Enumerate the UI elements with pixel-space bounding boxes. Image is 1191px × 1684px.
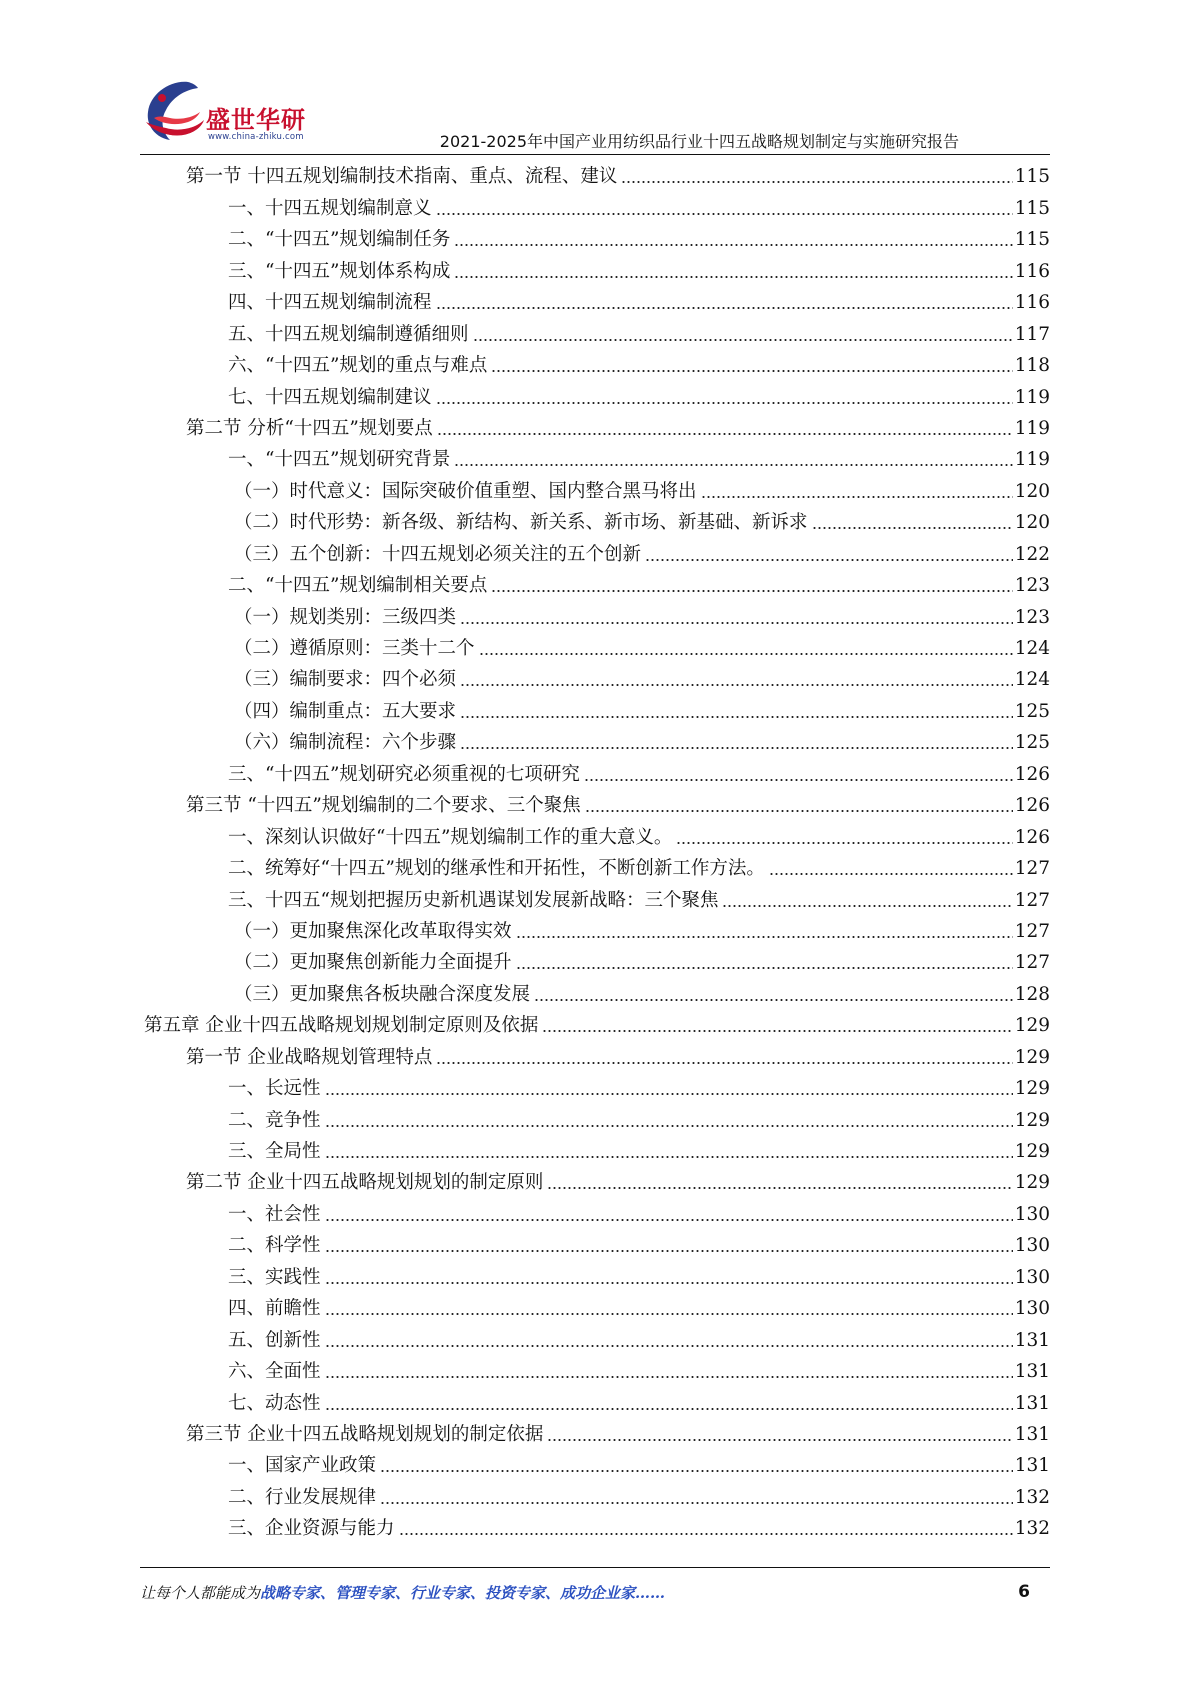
toc-entry-label: 一、社会性: [228, 1203, 321, 1225]
toc-entry-label: 五、十四五规划编制遵循细则: [228, 323, 469, 345]
toc-entry-page: 119: [1014, 417, 1050, 439]
toc-entry-label: 七、十四五规划编制建议: [228, 386, 432, 408]
toc-entry[interactable]: [140, 1195, 1050, 1226]
toc-dot-leader: [436, 294, 1013, 310]
toc-dot-leader: [473, 326, 1013, 342]
toc-entry-page: 129: [1014, 1046, 1050, 1068]
toc-entry-page: 115: [1014, 166, 1050, 188]
toc-entry[interactable]: [140, 535, 1050, 566]
toc-entry-page: 125: [1014, 732, 1050, 754]
toc-entry[interactable]: [140, 913, 1050, 944]
header-divider: [140, 154, 1050, 155]
toc-dot-leader: [491, 577, 1012, 593]
toc-entry[interactable]: [140, 1101, 1050, 1132]
toc-entry-page: 116: [1014, 260, 1050, 282]
toc-dot-leader: [534, 986, 1013, 1002]
toc-dot-leader: [701, 483, 1013, 499]
toc-dot-leader: [516, 954, 1013, 970]
toc-dot-leader: [325, 1206, 1013, 1222]
toc-entry-label: 二、竞争性: [228, 1109, 321, 1131]
toc-entry-label: 六、“十四五”规划的重点与难点: [228, 355, 488, 377]
toc-entry-label: 三、全局性: [228, 1141, 321, 1162]
toc-dot-leader: [436, 200, 1013, 216]
toc-entry-label: 二、科学性: [228, 1235, 321, 1257]
toc-entry[interactable]: [140, 881, 1050, 912]
toc-entry-label: 二、“十四五”规划编制相关要点: [228, 575, 488, 597]
toc-entry-label: 七、动态性: [228, 1392, 321, 1414]
toc-entry-page: 130: [1014, 1235, 1050, 1257]
toc-entry-label: （四）编制重点：五大要求: [234, 700, 457, 722]
toc-entry-page: 130: [1014, 1298, 1050, 1320]
toc-entry[interactable]: [140, 1447, 1050, 1478]
toc-entry[interactable]: [140, 221, 1050, 252]
toc-entry-label: （三）编制要求：四个必须: [234, 669, 457, 691]
toc-entry-page: 129: [1014, 1015, 1050, 1037]
toc-entry[interactable]: [140, 661, 1050, 692]
toc-entry-page: 115: [1014, 229, 1050, 251]
toc-entry[interactable]: [140, 1384, 1050, 1415]
toc-dot-leader: [325, 1300, 1013, 1316]
toc-entry-page: 123: [1014, 606, 1050, 628]
toc-entry[interactable]: [140, 598, 1050, 629]
footer-slogan-prefix: 让每个人都能成为: [140, 1584, 261, 1602]
toc-entry[interactable]: [140, 724, 1050, 755]
toc-entry[interactable]: [140, 252, 1050, 283]
toc-dot-leader: [479, 640, 1013, 656]
toc-entry-label: 一、深刻认识做好“十四五”规划编制工作的重大意义。: [228, 826, 673, 848]
toc-entry-label: 第三节 企业十四五战略规划规划的制定依据: [186, 1423, 544, 1445]
toc-entry-page: 124: [1014, 638, 1050, 659]
toc-dot-leader: [769, 860, 1013, 876]
toc-entry[interactable]: [140, 1133, 1050, 1164]
toc-entry-page: 123: [1014, 575, 1050, 597]
footer-slogan-highlight: 战略专家、管理专家、行业专家、投资专家、成功企业家……: [260, 1584, 666, 1602]
toc-dot-leader: [516, 923, 1013, 939]
toc-entry-page: 127: [1014, 920, 1050, 942]
toc-entry-page: 120: [1014, 480, 1050, 502]
toc-dot-leader: [325, 1332, 1013, 1348]
toc-entry-label: 三、“十四五”规划研究必须重视的七项研究: [228, 763, 580, 785]
toc-entry-label: 二、统筹好“十四五”规划的继承性和开拓性，不断创新工作方法。: [228, 858, 765, 880]
toc-entry[interactable]: [140, 158, 1050, 189]
toc-entry[interactable]: [140, 315, 1050, 346]
toc-dot-leader: [436, 389, 1013, 405]
toc-entry-label: 第二节 企业十四五战略规划规划的制定原则: [186, 1172, 544, 1194]
toc-entry[interactable]: [140, 1164, 1050, 1195]
toc-entry[interactable]: [140, 378, 1050, 409]
toc-dot-leader: [547, 1426, 1012, 1442]
toc-entry-label: （二）时代形势：新各级、新结构、新关系、新市场、新基础、新诉求: [234, 512, 808, 534]
toc-dot-leader: [325, 1112, 1013, 1128]
toc-entry-label: 第五章 企业十四五战略规划规划制定原则及依据: [144, 1015, 539, 1037]
toc-entry-page: 131: [1014, 1423, 1050, 1445]
company-logo: [140, 78, 315, 148]
toc-entry[interactable]: [140, 1258, 1050, 1289]
toc-entry[interactable]: [140, 850, 1050, 881]
toc-entry-page: 117: [1014, 323, 1050, 345]
toc-entry-page: 132: [1014, 1518, 1050, 1540]
toc-dot-leader: [722, 892, 1012, 908]
toc-entry-label: （六）编制流程：六个步骤: [234, 732, 457, 754]
toc-entry-page: 131: [1014, 1361, 1050, 1383]
toc-entry-label: 四、前瞻性: [228, 1298, 321, 1320]
toc-entry[interactable]: [140, 347, 1050, 378]
toc-dot-leader: [460, 609, 1013, 625]
toc-entry[interactable]: [140, 472, 1050, 503]
toc-dot-leader: [812, 514, 1013, 530]
footer-divider: [140, 1567, 1050, 1568]
toc-entry[interactable]: [140, 1321, 1050, 1352]
toc-dot-leader: [325, 1237, 1013, 1253]
toc-entry-page: 120: [1014, 512, 1050, 534]
page-header: [0, 0, 1191, 160]
toc-entry-label: 第三节 “十四五”规划编制的二个要求、三个聚焦: [186, 795, 581, 817]
toc-entry-label: 三、“十四五”规划体系构成: [228, 260, 451, 282]
toc-dot-leader: [325, 1269, 1013, 1285]
toc-entry[interactable]: [140, 1070, 1050, 1101]
toc-dot-leader: [542, 1017, 1012, 1033]
toc-entry-label: 第二节 分析“十四五”规划要点: [186, 417, 433, 439]
toc-entry-label: 三、企业资源与能力: [228, 1518, 395, 1540]
logo-text: 盛世华研: [206, 106, 306, 134]
toc-entry[interactable]: [140, 189, 1050, 220]
toc-entry-label: 五、创新性: [228, 1329, 321, 1351]
toc-entry-page: 119: [1014, 449, 1050, 471]
toc-entry-label: （二）遵循原则：三类十二个: [234, 638, 475, 659]
toc-entry[interactable]: [140, 787, 1050, 818]
toc-entry-label: 四、十四五规划编制流程: [228, 292, 432, 314]
toc-dot-leader: [547, 1174, 1012, 1190]
toc-entry-page: 130: [1014, 1266, 1050, 1288]
toc-dot-leader: [325, 1363, 1013, 1379]
toc-dot-leader: [325, 1143, 1013, 1159]
toc-dot-leader: [437, 420, 1013, 436]
toc-dot-leader: [460, 734, 1013, 750]
toc-dot-leader: [621, 168, 1012, 184]
toc-dot-leader: [380, 1489, 1013, 1505]
toc-entry[interactable]: [140, 1353, 1050, 1384]
toc-entry-page: 119: [1014, 386, 1050, 408]
toc-entry[interactable]: [140, 1290, 1050, 1321]
table-of-contents: [140, 158, 1050, 1541]
toc-entry-page: 130: [1014, 1203, 1050, 1225]
report-title: 2021-2025年中国产业用纺织品行业十四五战略规划制定与实施研究报告: [439, 132, 959, 151]
toc-entry-label: 一、国家产业政策: [228, 1455, 377, 1477]
toc-dot-leader: [454, 231, 1012, 247]
toc-entry-page: 125: [1014, 700, 1050, 722]
toc-dot-leader: [399, 1520, 1013, 1536]
toc-entry-page: 129: [1014, 1141, 1050, 1162]
toc-entry-page: 115: [1014, 197, 1050, 219]
toc-entry[interactable]: [140, 1227, 1050, 1258]
toc-entry[interactable]: [140, 818, 1050, 849]
toc-entry[interactable]: [140, 755, 1050, 786]
toc-entry[interactable]: [140, 504, 1050, 535]
toc-entry[interactable]: [140, 944, 1050, 975]
toc-entry[interactable]: [140, 1478, 1050, 1509]
toc-entry[interactable]: [140, 1510, 1050, 1541]
toc-entry[interactable]: [140, 630, 1050, 661]
logo-url: www.china-zhiku.com: [208, 132, 304, 142]
toc-entry[interactable]: [140, 975, 1050, 1006]
toc-entry-page: 126: [1014, 795, 1050, 817]
toc-entry-label: 三、十四五“规划把握历史新机遇谋划发展新战略：三个聚焦: [228, 889, 719, 911]
toc-entry[interactable]: [140, 1416, 1050, 1447]
toc-entry-page: 131: [1014, 1392, 1050, 1414]
toc-entry-label: （一）规划类别：三级四类: [234, 606, 457, 628]
toc-entry[interactable]: [140, 1038, 1050, 1069]
toc-dot-leader: [325, 1395, 1013, 1411]
toc-entry[interactable]: [140, 692, 1050, 723]
toc-entry[interactable]: [140, 410, 1050, 441]
toc-entry-label: （二）更加聚焦创新能力全面提升: [234, 952, 512, 974]
toc-dot-leader: [676, 829, 1012, 845]
toc-dot-leader: [380, 1457, 1013, 1473]
toc-entry[interactable]: [140, 567, 1050, 598]
toc-entry[interactable]: [140, 284, 1050, 315]
toc-dot-leader: [645, 546, 1013, 562]
toc-entry-label: 二、“十四五”规划编制任务: [228, 229, 451, 251]
toc-dot-leader: [436, 1049, 1012, 1065]
toc-entry-page: 124: [1014, 669, 1050, 691]
toc-entry-label: （三）五个创新：十四五规划必须关注的五个创新: [234, 543, 642, 565]
toc-entry-page: 131: [1014, 1455, 1050, 1477]
toc-entry-page: 126: [1014, 763, 1050, 785]
toc-entry-page: 116: [1014, 292, 1050, 314]
toc-dot-leader: [460, 671, 1013, 687]
toc-entry-page: 128: [1014, 983, 1050, 1005]
toc-dot-leader: [454, 263, 1012, 279]
toc-entry-label: 一、“十四五”规划研究背景: [228, 449, 451, 471]
toc-entry-page: 127: [1014, 858, 1050, 880]
toc-entry-page: 129: [1014, 1172, 1050, 1194]
toc-dot-leader: [454, 451, 1012, 467]
toc-entry-label: 第一节 企业战略规划管理特点: [186, 1046, 433, 1068]
toc-entry-label: 三、实践性: [228, 1266, 321, 1288]
toc-dot-leader: [584, 766, 1013, 782]
toc-entry-label: （三）更加聚焦各板块融合深度发展: [234, 983, 531, 1005]
toc-entry-label: 一、十四五规划编制意义: [228, 197, 432, 219]
toc-entry-page: 122: [1014, 543, 1050, 565]
toc-entry-label: （一）时代意义：国际突破价值重塑、国内整合黑马将出: [234, 480, 697, 502]
page-number: 6: [1018, 1582, 1030, 1602]
toc-entry-page: 131: [1014, 1329, 1050, 1351]
page-footer: [140, 1582, 1050, 1612]
toc-entry-page: 127: [1014, 889, 1050, 911]
toc-entry-label: （一）更加聚焦深化改革取得实效: [234, 920, 512, 942]
toc-entry-label: 二、行业发展规律: [228, 1486, 377, 1508]
toc-entry-label: 六、全面性: [228, 1361, 321, 1383]
toc-dot-leader: [325, 1080, 1013, 1096]
toc-entry-page: 118: [1014, 355, 1050, 377]
toc-entry-page: 132: [1014, 1486, 1050, 1508]
toc-entry-page: 126: [1014, 826, 1050, 848]
toc-entry-label: 一、长远性: [228, 1078, 321, 1100]
toc-dot-leader: [585, 797, 1013, 813]
toc-entry[interactable]: [140, 1007, 1050, 1038]
toc-dot-leader: [491, 357, 1012, 373]
toc-dot-leader: [460, 703, 1013, 719]
toc-entry-label: 第一节 十四五规划编制技术指南、重点、流程、建议: [186, 166, 618, 188]
toc-entry-page: 129: [1014, 1109, 1050, 1131]
toc-entry[interactable]: [140, 441, 1050, 472]
toc-entry-page: 127: [1014, 952, 1050, 974]
toc-entry-page: 129: [1014, 1078, 1050, 1100]
